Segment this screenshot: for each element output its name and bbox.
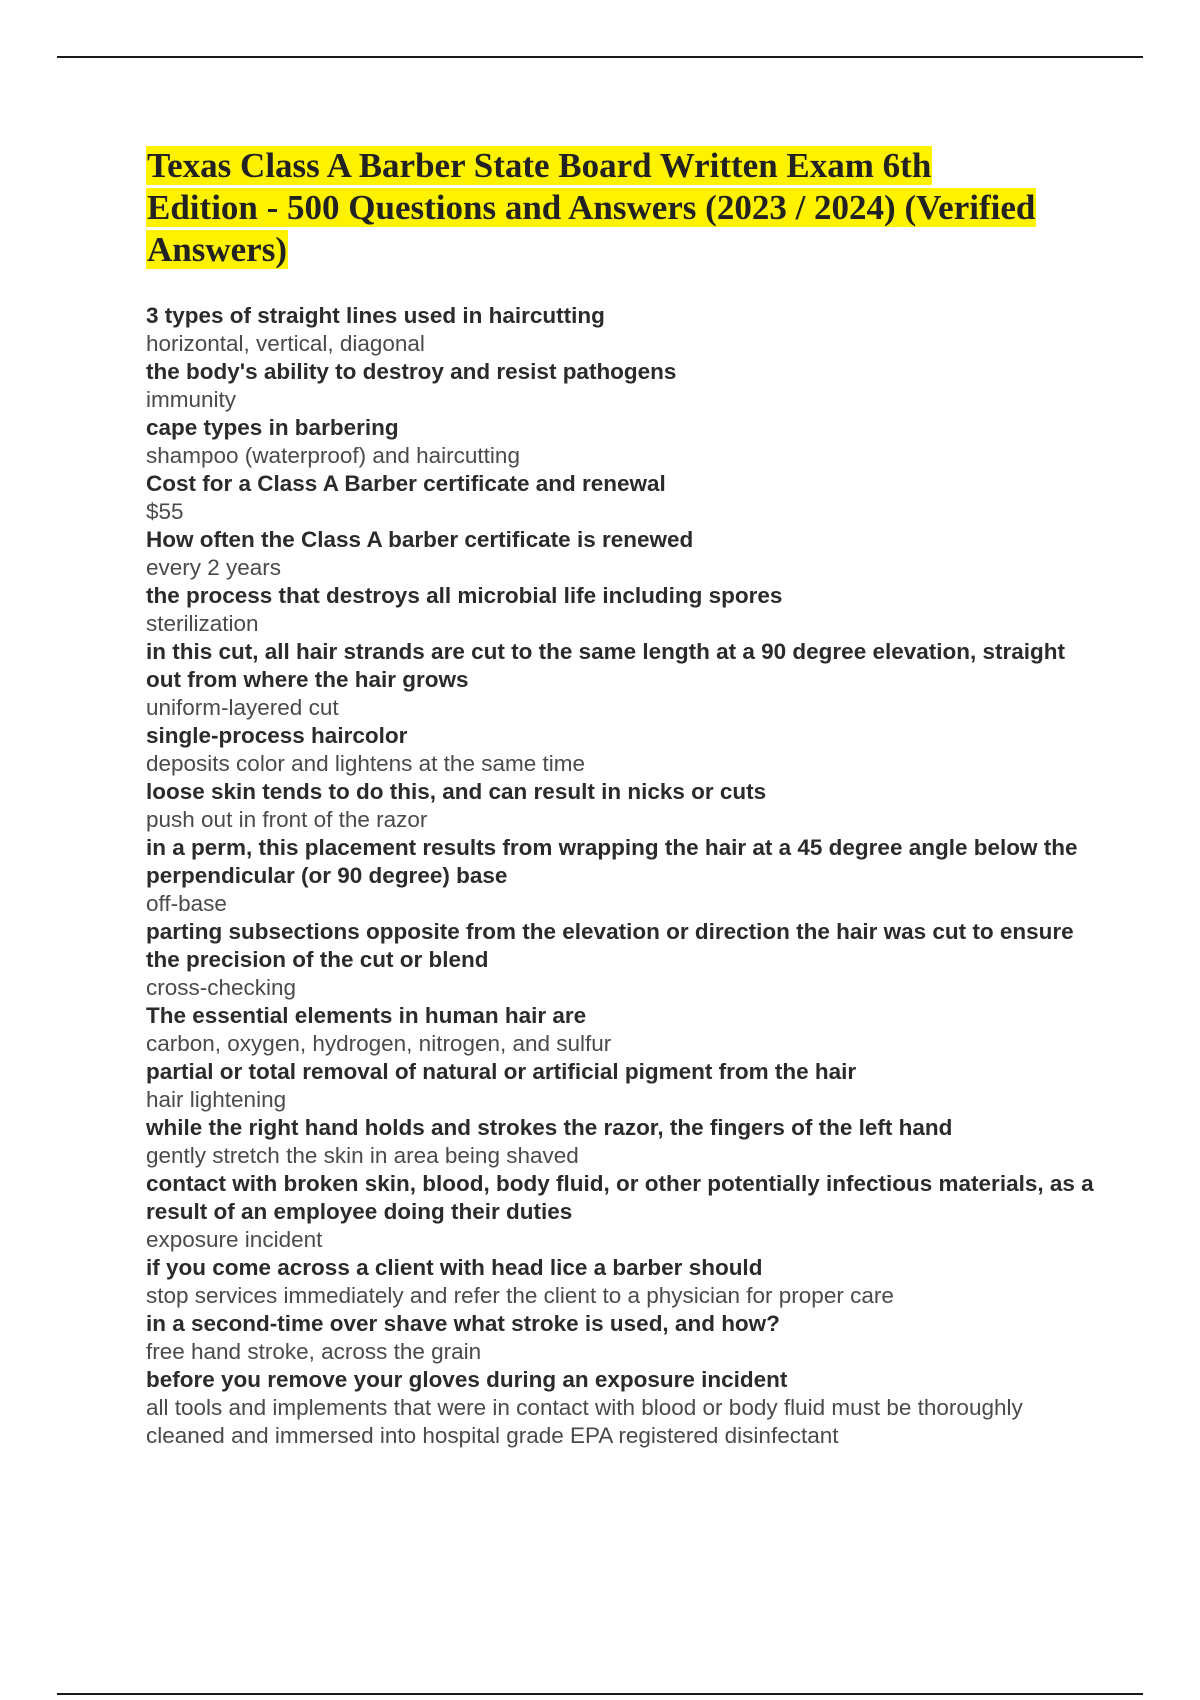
- qa-item: [146, 722, 1096, 778]
- question-text: the process that destroys all microbial life including spores: [146, 583, 783, 608]
- qa-item: [146, 918, 1096, 1002]
- qa-item: [146, 1058, 1096, 1114]
- question-text: partial or total removal of natural or artificial pigment from the hair: [146, 1059, 857, 1084]
- answer-text: free hand stroke, across the grain: [146, 1339, 482, 1364]
- qa-item: [146, 1310, 1096, 1366]
- qa-item: [146, 1114, 1096, 1170]
- qa-item: [146, 1170, 1096, 1254]
- question-text: cape types in barbering: [146, 415, 399, 440]
- top-divider: [57, 56, 1143, 58]
- question-text: in this cut, all hair strands are cut to the same length at a 90 degree elevation, straight out from where the hair grows: [146, 639, 1066, 692]
- qa-item: [146, 358, 1096, 414]
- answer-text: horizontal, vertical, diagonal: [146, 331, 425, 356]
- answer-text: carbon, oxygen, hydrogen, nitrogen, and sulfur: [146, 1031, 612, 1056]
- qa-item: [146, 414, 1096, 470]
- qa-item: [146, 638, 1096, 722]
- question-text: while the right hand holds and strokes the razor, the fingers of the left hand: [146, 1115, 953, 1140]
- answer-text: uniform-layered cut: [146, 695, 339, 720]
- answer-text: gently stretch the skin in area being shaved: [146, 1143, 579, 1168]
- qa-item: [146, 1254, 1096, 1310]
- question-text: in a perm, this placement results from wrapping the hair at a 45 degree angle below the perpendicular (or 90 degree) base: [146, 835, 1078, 888]
- question-text: contact with broken skin, blood, body fluid, or other potentially infectious materials, as a result of an employee doing their duties: [146, 1171, 1094, 1224]
- question-text: in a second-time over shave what stroke is used, and how?: [146, 1311, 780, 1336]
- answer-text: deposits color and lightens at the same time: [146, 751, 585, 776]
- qa-item: [146, 1002, 1096, 1058]
- qa-item: [146, 526, 1096, 582]
- answer-text: hair lightening: [146, 1087, 287, 1112]
- answer-text: every 2 years: [146, 555, 282, 580]
- question-text: the body's ability to destroy and resist pathogens: [146, 359, 677, 384]
- question-text: parting subsections opposite from the elevation or direction the hair was cut to ensure the precision of the cut or blend: [146, 919, 1074, 972]
- question-text: if you come across a client with head lice a barber should: [146, 1255, 763, 1280]
- answer-text: sterilization: [146, 611, 259, 636]
- answer-text: immunity: [146, 387, 237, 412]
- answer-text: exposure incident: [146, 1227, 323, 1252]
- question-text: How often the Class A barber certificate is renewed: [146, 527, 694, 552]
- question-text: before you remove your gloves during an exposure incident: [146, 1367, 788, 1392]
- question-text: The essential elements in human hair are: [146, 1003, 587, 1028]
- qa-item: [146, 302, 1096, 358]
- qa-item: [146, 778, 1096, 834]
- qa-item: [146, 834, 1096, 918]
- answer-text: cross-checking: [146, 975, 297, 1000]
- answer-text: $55: [146, 499, 184, 524]
- question-text: 3 types of straight lines used in haircutting: [146, 303, 605, 328]
- answer-text: off-base: [146, 891, 227, 916]
- document-title: [146, 145, 1046, 271]
- answer-text: all tools and implements that were in contact with blood or body fluid must be thoroughly cleaned and immersed into hospital grade EPA registered disinfectant: [146, 1395, 1023, 1448]
- answer-text: shampoo (waterproof) and haircutting: [146, 443, 520, 468]
- question-text: Cost for a Class A Barber certificate and renewal: [146, 471, 666, 496]
- qa-item: [146, 1366, 1096, 1450]
- answer-text: push out in front of the razor: [146, 807, 428, 832]
- answer-text: stop services immediately and refer the client to a physician for proper care: [146, 1283, 894, 1308]
- qa-item: [146, 582, 1096, 638]
- title-block: [146, 145, 1046, 271]
- question-text: single-process haircolor: [146, 723, 408, 748]
- title-highlight: Texas Class A Barber State Board Written Exam 6th Edition - 500 Questions and Answers (2023 / 2024) (Verified Answers): [147, 146, 1036, 269]
- bottom-divider: [57, 1693, 1143, 1695]
- question-text: loose skin tends to do this, and can result in nicks or cuts: [146, 779, 767, 804]
- qa-item: [146, 470, 1096, 526]
- qa-list: [146, 302, 1096, 1450]
